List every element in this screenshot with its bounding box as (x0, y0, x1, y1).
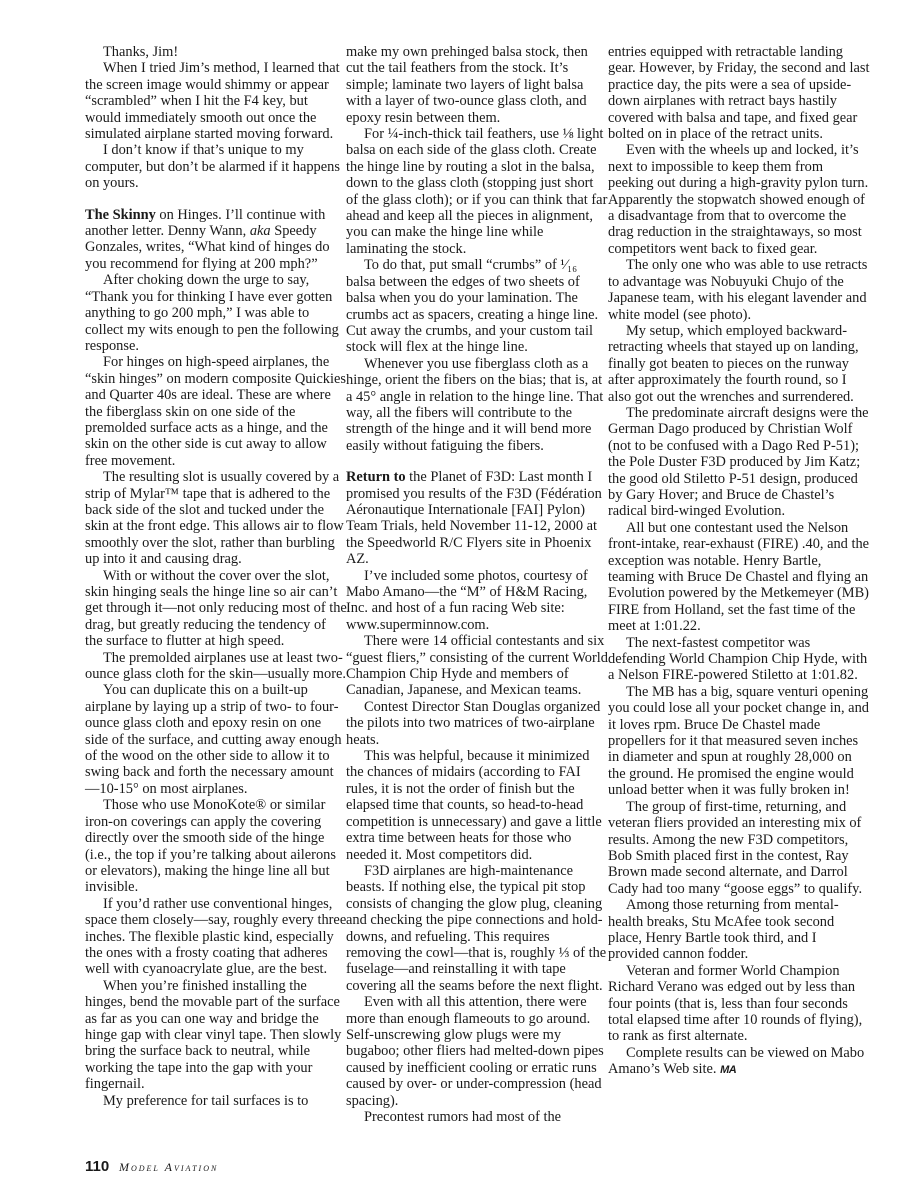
paragraph: All but one contestant used the Nelson front-intake, rear-exhaust (FIRE) .40, and the exception was notable. Henry Bartle, teaming with Bruce De Chastel and flying an Evolution powered by the Metkemeyer (MB) FIRE from Holland, set the fast time of the meet at 1:01.22. (608, 519, 870, 635)
paragraph-final (608, 1045, 870, 1079)
paragraph: Precontest rumors had most of the (364, 1109, 562, 1125)
paragraph: Thanks, Jim! (103, 44, 179, 60)
paragraph: Contest Director Stan Douglas organized the pilots into two matrices of two-airplane heats. (346, 698, 601, 748)
paragraph: I’ve included some photos, courtesy of Mabo Amano—the “M” of H&M Racing, Inc. and host of a fun racing Web site: www.superminnow.com. (346, 567, 588, 633)
paragraph: Even with all this attention, there were more than enough flameouts to go around. Self-unscrewing glow plugs were my bugaboo; other fliers had melted-down pipes caused by inefficient cooling or erratic runs caused by over- or under-compression (head spacing). (346, 994, 604, 1109)
paragraph: To do that, put small “crumbs” of ¹⁄₁₆ balsa between the edges of two sheets of balsa when you do your lamination. The crumbs act as spacers, creating a hinge line. Cut away the crumbs, and your custom tail stock will flex at the hinge line. (346, 257, 599, 356)
paragraph: If you’d rather use conventional hinges, space them closely—say, roughly every three inches. The flexible plastic kind, especially the ones with a frosty coating that adheres well with cyanoacrylate glue, are the best. (85, 895, 347, 978)
paragraph: Veteran and former World Champion Richard Verano was edged out by less than four points (that is, less than four seconds total elapsed time after 10 rounds of flying), to rank as first alternate. (608, 962, 863, 1045)
paragraph: The next-fastest competitor was defending World Champion Chip Hyde, with a Nelson FIRE-powered Stiletto at 1:01.82. (608, 634, 868, 684)
aka-italic: aka (249, 223, 271, 240)
paragraph: F3D airplanes are high-maintenance beasts. If nothing else, the typical pit stop consists of changing the glow plug, cleaning and checking the pipe connections and hold-downs, and refueling. This requires removing the cowl—that is, roughly ⅓ of the fuselage—and reinstalling it with tape covering all the seams before the next flight. (346, 862, 607, 994)
column-right (608, 44, 870, 1079)
paragraph: The premolded airplanes use at least two-ounce glass cloth for the skin—usually more. (85, 649, 346, 683)
section-return (346, 469, 608, 567)
paragraph: When I tried Jim’s method, I learned that the screen image would shimmy or appear “scrambled” when I hit the F4 key, but would immediately smooth out once the simulated airplane started moving forward. (85, 60, 340, 143)
paragraph-text: Speedy Gonzales, writes, “What kind of hinges do you recommend for flying at 200 mph?” (85, 223, 330, 272)
page-number: 110 (85, 1158, 110, 1175)
paragraph: For ¼-inch-thick tail feathers, use ⅛ light balsa on each side of the glass cloth. Create the hinge line by routing a slot in the balsa, down to the glass cloth (stopping just short of the glass cloth); or if you can think that far ahead and keep all the pieces in alignment, you can make the hinge line while laminating the stock. (346, 126, 608, 257)
page-footer (85, 1158, 218, 1176)
paragraph: My setup, which employed backward-retracting wheels that stayed up on landing, finally got beaten to pieces on the runway after approximately the fourth round, so I also got out the wrenches and surrendered. (608, 322, 859, 405)
paragraph-text: Complete results can be viewed on Mabo Amano’s Web site. (608, 1044, 865, 1078)
end-mark: MA (720, 1064, 737, 1077)
paragraph: Among those returning from mental-health breaks, Stu McAfee took second place, Henry Bartle took third, and I provided cannon fodder. (608, 897, 839, 963)
paragraph: The only one who was able to use retracts to advantage was Nobuyuki Chujo of the Japanese team, with his elegant lavender and white model (see photo). (608, 257, 868, 323)
paragraph: With or without the cover over the slot, skin hinging seals the hinge line so air can’t get through it—not only reducing most of the drag, but greatly reducing the tendency of the surface to flutter at high speed. (85, 567, 347, 650)
paragraph: entries equipped with retractable landing gear. However, by Friday, the second and last practice day, the pits were a sea of upside-down airplanes with retract bays hastily covered with balsa and tape, and fixed gear bolted on in place of the retract units. (608, 44, 870, 143)
paragraph: Whenever you use fiberglass cloth as a hinge, orient the fibers on the bias; that is, at a 45° angle in relation to the hinge line. That way, all the fibers will contribute to the strength of the hinge and it will bend more easily without fatiguing the fibers. (346, 355, 604, 454)
paragraph: The predominate aircraft designs were the German Dago produced by Christian Wolf (not to be confused with a Dago Red P-51); the Pole Duster F3D produced by Jim Katz; the good old Stiletto P-51 design, produced by Gary Hover; and Bruce de Chastel’s radical bird-winged Evolution. (608, 404, 869, 520)
paragraph-text: the Planet of F3D: Last month I promised you results of the F3D (Fédération Aéronautique Internationale [FAI] Pylon) Team Trials, held November 11-12, 2000 at the Speedworld R/C Flyers site in Phoenix AZ. (346, 469, 602, 568)
column-middle (346, 44, 608, 1125)
paragraph: After choking down the urge to say, “Thank you for thinking I have ever gotten anything to go 200 mph,” I was able to collect my wits enough to pen the following response. (85, 272, 339, 354)
paragraph: The resulting slot is usually covered by a strip of Mylar™ tape that is adhered to the back side of the slot and tucked under the skin at the front edge. This allows air to flow smoothly over the slot, rather than burbling up into it and causing drag. (85, 469, 344, 568)
paragraph: I don’t know if that’s unique to my computer, but don’t be alarmed if it happens on yours. (85, 142, 340, 192)
paragraph-text: on Hinges. I’ll continue with another letter. Denny Wann, (85, 206, 326, 240)
paragraph: The group of first-time, returning, and veteran fliers provided an interesting mix of results. Among the new F3D competitors, Bob Smith placed first in the contest, Ray Brown made second alternate, and Darrol Cady had too many “goose eggs” to qualify. (608, 798, 863, 897)
paragraph: Those who use MonoKote® or similar iron-on coverings can apply the covering directly over the smooth side of the hinge (i.e., the top if you’re talking about ailerons or elevators), making the hinge line all but invisible. (85, 797, 336, 896)
column-left (85, 44, 347, 1109)
paragraph: You can duplicate this on a built-up airplane by laying up a strip of two- to four-ounce glass cloth and epoxy resin on one side of the surface, and cutting away enough of the wood on the other side to allow it to swing back and forth the necessary amount—10-15° on most airplanes. (85, 682, 342, 797)
paragraph: make my own prehinged balsa stock, then cut the tail feathers from the stock. It’s simple; laminate two layers of light balsa with a layer of two-ounce glass cloth, and epoxy resin between them. (346, 44, 588, 126)
paragraph: Even with the wheels up and locked, it’s next to impossible to keep them from peeking out during a high-gravity pylon turn. Apparently the stopwatch showed enough of a disadvantage from that to overcome the drag reduction in the straightaways, so most competitors went back to fixed gear. (608, 142, 869, 257)
section-skinny (85, 207, 347, 273)
paragraph: The MB has a big, square venturi opening you could lose all your pocket change in, and it loves rpm. Bruce De Chastel made propellers for it that measured seven inches in diameter and spun at roughly 28,000 on the ground. He promised the engine would unload better when it was fully broken in! (608, 683, 869, 799)
paragraph: For hinges on high-speed airplanes, the “skin hinges” on modern composite Quickies and Quarter 40s are ideal. These are where the fiberglass skin on one side of the premolded surface acts as a hinge, and the skin on the other side is cut away to allow free movement. (85, 354, 346, 469)
paragraph: My preference for tail surfaces is to (103, 1092, 309, 1109)
magazine-name: Model Aviation (118, 1160, 219, 1174)
section-heading: Return to (346, 469, 406, 486)
paragraph: There were 14 official contestants and six “guest fliers,” consisting of the current World Champion Chip Hyde and members of Canadian, Japanese, and Mexican teams. (346, 633, 608, 699)
paragraph: This was helpful, because it minimized the chances of midairs (according to FAI rules, it is not the order of finish but the elapsed time that counts, so head-to-head competition is unnecessary) and gave a little extra time between heats for those who needed it. Most competitors did. (346, 748, 602, 863)
section-heading: The Skinny (85, 206, 156, 223)
paragraph: When you’re finished installing the hinges, bend the movable part of the surface as far as you can one way and bridge the hinge gap with clear vinyl tape. Then slowly bring the surface back to neutral, while working the tape into the gap with your fingernail. (85, 977, 342, 1093)
